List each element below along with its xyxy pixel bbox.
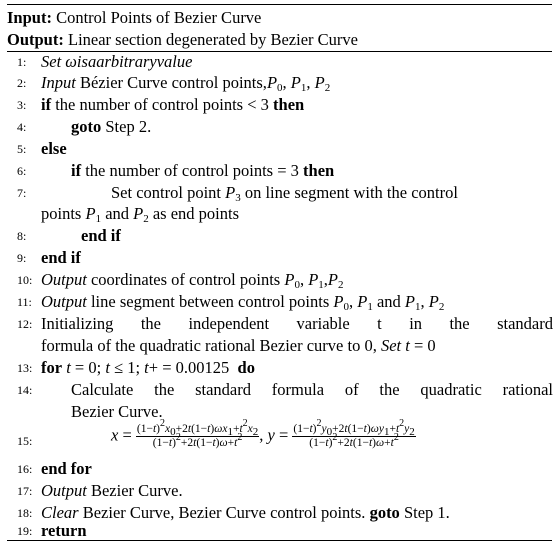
line-number: 16: [17,462,33,476]
line-text: for t = 0; t ≤ 1; t+ = 0.00125 do [41,358,255,377]
line-number: 12: [17,317,33,331]
line-text: Initializing the independent variable t in the standard [41,314,553,333]
algo-line-15 [7,418,553,457]
line-text: Set control point $P_3$ on line segment with the control [111,183,458,204]
input-text: Control Points of Bezier Curve [51,8,262,27]
line-text: Calculate the standard formula of the quadratic rational [71,380,553,399]
input-label: Input: [7,8,52,27]
line-text: end for [41,459,92,478]
line-text: Output Bezier Curve. [41,481,183,500]
line-number: 9: [17,251,27,265]
formula: x = $\frac{(1-t)^2x_0+2t(1-t)\omega x_1+t^2x_2}{(1-t)^2+2t(1-t)\omega+t^2}$ , y = $\frac{(1-t)^2y_0+2t(1-t)\omega y_1+t^2y_2}{(1-t)^2+2t(1-t)\omega+t^2}$ [111,418,415,449]
line-number: 10: [17,273,33,287]
line-text: else [41,139,67,158]
line-number: 2: [17,76,27,90]
top-rule [7,4,552,5]
output-label: Output: [7,30,64,49]
x-fraction: $\frac{(1-t)^2x_0+2t(1-t)\omega x_1+t^2x_2}{(1-t)^2+2t(1-t)\omega+t^2}$ [136,418,259,449]
output-line [7,30,553,50]
line-number: 1: [17,55,27,69]
line-text: points $P_1$ and $P_2$ as end points [41,204,240,225]
output-text: Linear section degenerated by Bezier Curve [63,30,358,49]
line-number: 13: [17,361,33,375]
line-text: Bezier Curve. [71,402,163,421]
line-number: 11: [17,295,32,309]
line-number: 17: [17,484,33,498]
line-text: if the number of control points < 3 then [41,95,305,114]
line-text: end if [81,226,121,245]
line-text: formula of the quadratic rational Bezier curve to 0, Set t = 0 [41,336,436,355]
y-fraction: $\frac{(1-t)^2y_0+2t(1-t)\omega y_1+t^2y_2}{(1-t)^2+2t(1-t)\omega+t^2}$ [293,418,415,449]
line-number: 18: [17,506,33,520]
line-text: Input Bézier Curve control $points,P_0$, $P_1$, $P_2$ [41,73,331,94]
input-line [7,8,553,28]
line-number: 8: [17,229,27,243]
line-text: if the number of control points = 3 then [71,161,335,180]
line-text: goto Step 2. [71,117,152,136]
line-text: Set ωisaarbitraryvalue [41,52,193,71]
line-text: Output coordinates of control points $P_0$, $P_1,P_2$ [41,270,344,291]
line-number: 3: [17,98,27,112]
line-number: 6: [17,164,27,178]
line-number: 4: [17,120,27,134]
line-text: Output line segment between control points $P_0$, $P_1$ and $P_1$, $P_2$ [41,292,445,313]
line-text: return [41,521,87,540]
line-text: end if [41,248,81,267]
line-number: 14: [17,383,33,397]
line-number: 7: [17,186,27,200]
bottom-rule [7,540,552,541]
line-text: Clear Bezier Curve, Bezier Curve control points. goto Step 1. [41,503,450,522]
line-number: 5: [17,142,27,156]
line-number: 15: [17,434,33,448]
line-number: 19: [17,524,33,538]
